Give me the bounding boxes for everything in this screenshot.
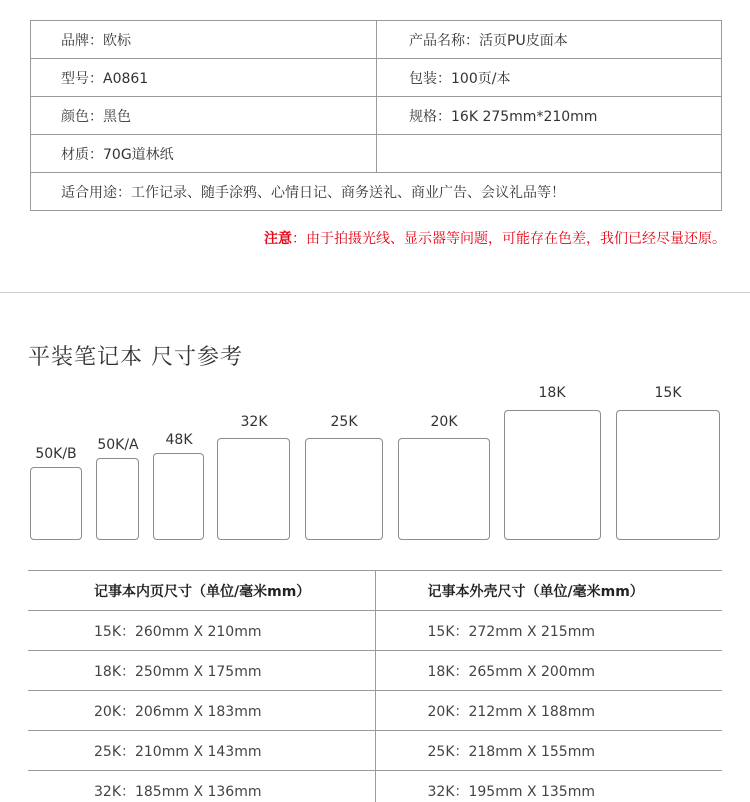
outer-size-cell: 20K：212mm X 188mm <box>375 691 722 731</box>
header-outer-size: 记事本外壳尺寸（单位/毫米mm） <box>375 571 722 611</box>
spec-size: 规格：16K 275mm*210mm <box>377 97 722 135</box>
book-20k <box>398 438 490 540</box>
table-row <box>28 771 722 802</box>
book-label-48k: 48K <box>165 432 193 448</box>
spec-product-name: 产品名称：活页PU皮面本 <box>377 21 722 59</box>
book-18k <box>504 410 601 540</box>
spec-material: 材质：70G道林纸 <box>31 135 377 173</box>
book-label-15k: 15K <box>654 385 682 401</box>
spec-model: 型号：A0861 <box>31 59 377 97</box>
table-row <box>28 651 722 691</box>
outer-size-cell: 25K：218mm X 155mm <box>375 731 722 771</box>
inner-size-cell: 18K：250mm X 175mm <box>28 651 375 691</box>
color-notice <box>264 228 726 248</box>
section-divider <box>0 292 750 293</box>
spec-package: 包装：100页/本 <box>377 59 722 97</box>
inner-size-cell: 20K：206mm X 183mm <box>28 691 375 731</box>
spec-table <box>30 20 722 211</box>
spec-usage: 适合用途：工作记录、随手涂鸦、心情日记、商务送礼、商业广告、会议礼品等！ <box>31 173 722 211</box>
inner-size-cell: 15K：260mm X 210mm <box>28 611 375 651</box>
book-label-18k: 18K <box>538 385 566 401</box>
book-50ka <box>96 458 139 540</box>
size-reference-table <box>28 570 722 802</box>
book-size-illustration <box>0 380 750 550</box>
table-row <box>28 731 722 771</box>
book-label-50kb: 50K/B <box>35 446 77 462</box>
notice-label: 注意 <box>264 231 292 247</box>
spec-empty-cell <box>377 135 722 173</box>
table-row <box>28 691 722 731</box>
outer-size-cell: 15K：272mm X 215mm <box>375 611 722 651</box>
header-inner-size: 记事本内页尺寸（单位/毫米mm） <box>28 571 375 611</box>
outer-size-cell: 32K：195mm X 135mm <box>375 771 722 802</box>
book-label-32k: 32K <box>240 414 268 430</box>
notice-text: ：由于拍摄光线、显示器等问题，可能存在色差，我们已经尽量还原。 <box>292 231 726 247</box>
book-32k <box>217 438 290 540</box>
book-label-20k: 20K <box>430 414 458 430</box>
section-title: 平装笔记本 尺寸参考 <box>28 345 243 370</box>
inner-size-cell: 32K：185mm X 136mm <box>28 771 375 802</box>
spec-color: 颜色：黑色 <box>31 97 377 135</box>
book-50kb <box>30 467 82 540</box>
outer-size-cell: 18K：265mm X 200mm <box>375 651 722 691</box>
table-row <box>28 611 722 651</box>
spec-brand: 品牌：欧标 <box>31 21 377 59</box>
size-table-header <box>28 571 722 611</box>
book-48k <box>153 453 204 540</box>
book-label-50ka: 50K/A <box>97 437 139 453</box>
book-15k <box>616 410 720 540</box>
book-25k <box>305 438 383 540</box>
inner-size-cell: 25K：210mm X 143mm <box>28 731 375 771</box>
book-label-25k: 25K <box>330 414 358 430</box>
